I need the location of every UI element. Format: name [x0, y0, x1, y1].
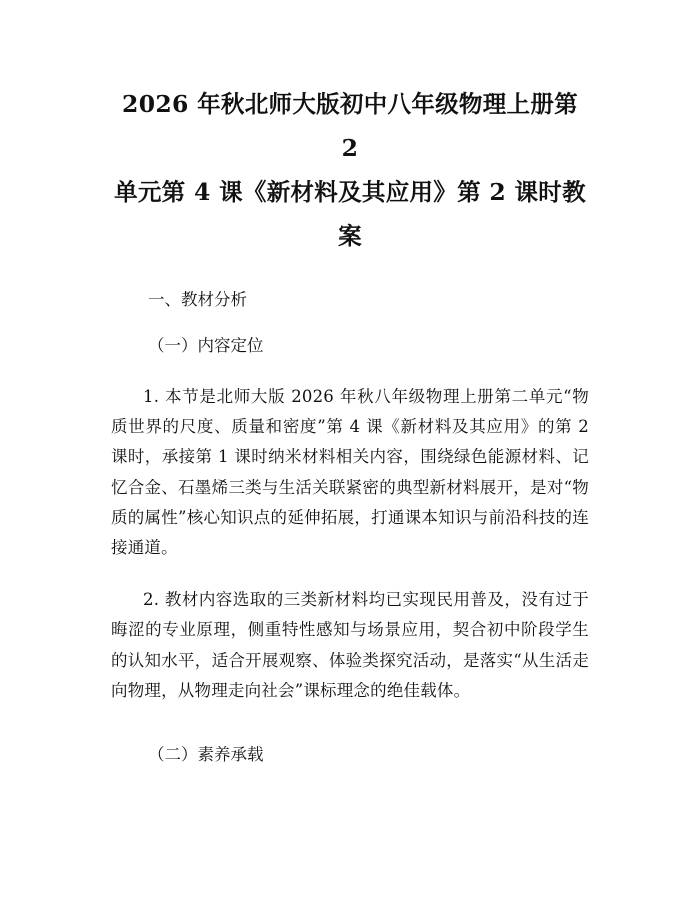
title-line-2: 单元第 4 课《新材料及其应用》第 2 课时教 [114, 178, 586, 206]
subsection-heading-content-positioning: （一）内容定位 [148, 336, 264, 355]
document-title [111, 82, 589, 258]
paragraph-content-positioning-1: 1. 本节是北师大版 2026 年秋八年级物理上册第二单元“物质世界的尺度、质量和密度”第 4 课《新材料及其应用》的第 2 课时，承接第 1 课时纳米材料相关内容，围绕绿色能源材料、记忆合金、石墨烯三类与生活关联紧密的典型新材料展开，是对“物质的属性”核心知识点的延伸拓展，打通课本知识与前沿科技的连接通道。 [111, 387, 589, 558]
paragraph-content-positioning-2: 2. 教材内容选取的三类新材料均已实现民用普及，没有过于晦涩的专业原理，侧重特性感知与场景应用，契合初中阶段学生的认知水平，适合开展观察、体验类探究活动，是落实“从生活走向物理，从物理走向社会”课标理念的绝佳载体。 [111, 590, 589, 700]
title-line-1: 2026 年秋北师大版初中八年级物理上册第 2 [122, 90, 578, 162]
section-heading-teaching-material-analysis: 一、教材分析 [148, 290, 247, 309]
subsection-heading-competency: （二）素养承载 [148, 745, 264, 765]
title-line-3: 案 [338, 222, 362, 250]
